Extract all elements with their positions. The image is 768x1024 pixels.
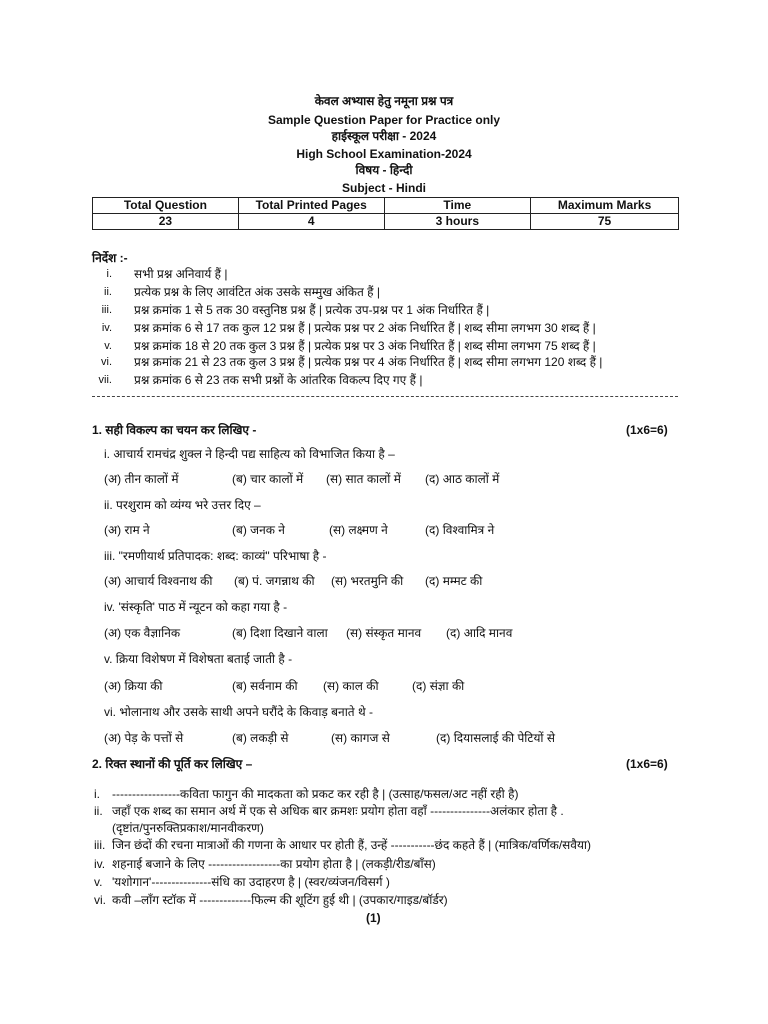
q1-option: (द) संज्ञा की xyxy=(412,679,465,693)
header-exam-hindi: हाईस्कूल परीक्षा - 2024 xyxy=(331,129,437,143)
q2-item-number: iv. xyxy=(94,857,106,871)
instruction-number: v. xyxy=(104,340,112,352)
q1-option: (ब) पं. जगन्नाथ की xyxy=(234,574,315,588)
q2-title: 2. रिक्त स्थानों की पूर्ति कर लिखिए – xyxy=(92,757,253,771)
q2-item-number: v. xyxy=(94,875,103,889)
q1-option: (स) सात कालों में xyxy=(326,472,401,486)
instruction-number: vi. xyxy=(101,356,112,368)
exam-info-table xyxy=(92,197,679,230)
header-total-pages: Total Printed Pages xyxy=(238,198,384,214)
q1-option: (स) संस्कृत मानव xyxy=(346,626,422,640)
q2-item-number: ii. xyxy=(94,804,103,818)
q1-option: (द) मम्मट की xyxy=(425,574,483,588)
q1-question: iii. "रमणीयार्थ प्रतिपादक: शब्द: काव्यं" परिभाषा है - xyxy=(104,549,327,563)
q2-marks: (1x6=6) xyxy=(626,757,668,771)
q2-item-number: iii. xyxy=(94,838,106,852)
q1-option: (द) दियासलाई की पेटियों से xyxy=(436,731,555,745)
value-total-question: 23 xyxy=(93,214,239,230)
exam-info-header-row xyxy=(93,198,679,214)
instruction-text: सभी प्रश्न अनिवार्य हैं | xyxy=(134,267,228,281)
instruction-number: vii. xyxy=(98,374,112,386)
q1-option: (ब) जनक ने xyxy=(232,523,285,537)
q1-question: vi. भोलानाथ और उसके साथी अपने घरौंदे के किवाड़ बनाते थे - xyxy=(104,705,373,719)
q1-option: (द) आदि मानव xyxy=(446,626,513,640)
q1-option: (अ) पेड़ के पत्तों से xyxy=(104,731,184,745)
q2-item-number: i. xyxy=(94,787,100,801)
q2-item-text: (दृष्टांत/पुनरुक्तिप्रकाश/मानवीकरण) xyxy=(112,821,264,835)
instruction-text: प्रश्न क्रमांक 21 से 23 तक कुल 3 प्रश्न हैं | प्रत्येक प्रश्न पर 4 अंक निर्धारित हैं | शब्द सीमा लगभग 120 शब्द हैं | xyxy=(134,355,603,369)
instruction-text: प्रश्न क्रमांक 6 से 23 तक सभी प्रश्नों के आंतरिक विकल्प दिए गए हैं | xyxy=(134,373,423,387)
instructions-title: निर्देश :- xyxy=(92,251,128,265)
q1-option: (द) आठ कालों में xyxy=(425,472,500,486)
q1-option: (ब) लकड़ी से xyxy=(232,731,289,745)
instruction-number: iii. xyxy=(101,304,112,316)
q2-item-text: जिन छंदों की रचना मात्राओं की गणना के आधार पर होती हैं, उन्हें -----------छंद कहते हैं | (मात्रिक/वर्णिक/सवैया) xyxy=(112,838,592,852)
q1-title: 1. सही विकल्प का चयन कर लिखिए - xyxy=(92,423,257,437)
q1-option: (स) लक्ष्मण ने xyxy=(329,523,388,537)
q2-item-text: जहाँ एक शब्द का समान अर्थ में एक से अधिक बार क्रमशः प्रयोग होता वहाँ ---------------अलंकार होता है . xyxy=(112,804,564,818)
q1-option: (अ) तीन कालों में xyxy=(104,472,179,486)
q1-option: (अ) क्रिया की xyxy=(104,679,163,693)
header-exam-english: High School Examination-2024 xyxy=(296,147,472,161)
header-max-marks: Maximum Marks xyxy=(531,198,679,214)
header-total-question: Total Question xyxy=(93,198,239,214)
q1-option: (अ) राम ने xyxy=(104,523,150,537)
header-time: Time xyxy=(384,198,531,214)
instruction-text: प्रत्येक प्रश्न के लिए आवंटित अंक उसके सम्मुख अंकित हैं | xyxy=(134,285,380,299)
q1-question: i. आचार्य रामचंद्र शुक्ल ने हिन्दी पद्य साहित्य को विभाजित किया है – xyxy=(104,447,395,461)
q1-option: (स) कागज से xyxy=(331,731,390,745)
instruction-text: प्रश्न क्रमांक 18 से 20 तक कुल 3 प्रश्न हैं | प्रत्येक प्रश्न पर 3 अंक निर्धारित हैं | शब्द सीमा लगभग 75 शब्द हैं | xyxy=(134,339,596,353)
q1-question: ii. परशुराम को व्यंग्य भरे उत्तर दिए – xyxy=(104,498,261,512)
value-max-marks: 75 xyxy=(531,214,679,230)
q2-item-text: 'यशोगान'---------------संधि का उदाहरण है | (स्वर/व्यंजन/विसर्ग ) xyxy=(112,875,390,889)
q1-option: (अ) एक वैज्ञानिक xyxy=(104,626,181,640)
header-english-title: Sample Question Paper for Practice only xyxy=(267,113,501,127)
q1-option: (स) भरतमुनि की xyxy=(331,574,404,588)
page-number: (1) xyxy=(366,911,381,925)
q2-item-text: -----------------कविता फागुन की मादकता को प्रकट कर रही है | (उत्साह/फसल/अट नहीं रही है) xyxy=(112,787,519,801)
q1-option: (अ) आचार्य विश्वनाथ की xyxy=(104,574,213,588)
q1-option: (ब) दिशा दिखाने वाला xyxy=(232,626,328,640)
q1-option: (ब) सर्वनाम की xyxy=(232,679,298,693)
q2-item-text: शहनाई बजाने के लिए ------------------का प्रयोग होता है | (लकड़ी/रीड/बाँस) xyxy=(112,857,436,871)
q1-option: (द) विश्वामित्र ने xyxy=(425,523,495,537)
instruction-number: ii. xyxy=(104,286,112,298)
instruction-number: iv. xyxy=(101,322,112,334)
q1-option: (ब) चार कालों में xyxy=(232,472,304,486)
header-subject-english: Subject - Hindi xyxy=(342,181,426,195)
q2-item-number: vi. xyxy=(94,893,106,907)
value-total-pages: 4 xyxy=(238,214,384,230)
instruction-number: i. xyxy=(106,268,112,280)
section-divider xyxy=(92,396,678,397)
value-time: 3 hours xyxy=(384,214,531,230)
q1-marks: (1x6=6) xyxy=(626,423,668,437)
q1-option: (स) काल की xyxy=(323,679,379,693)
header-hindi-title: केवल अभ्यास हेतु नमूना प्रश्न पत्र xyxy=(314,94,454,108)
instruction-text: प्रश्न क्रमांक 1 से 5 तक 30 वस्तुनिष्ठ प्रश्न हैं | प्रत्येक उप-प्रश्न पर 1 अंक निर्धारित हैं | xyxy=(134,303,490,317)
header-subject-hindi: विषय - हिन्दी xyxy=(355,163,413,177)
q1-question: iv. 'संस्कृति' पाठ में न्यूटन को कहा गया है - xyxy=(104,600,288,614)
instruction-text: प्रश्न क्रमांक 6 से 17 तक कुल 12 प्रश्न हैं | प्रत्येक प्रश्न पर 2 अंक निर्धारित हैं | शब्द सीमा लगभग 30 शब्द हैं | xyxy=(134,321,596,335)
q2-item-text: कवी –लॉंग स्टॉक में -------------फिल्म की शूटिंग हुई थी | (उपकार/गाइड/बॉर्डर) xyxy=(112,893,448,907)
exam-info-value-row xyxy=(93,214,679,230)
q1-question: v. क्रिया विशेषण में विशेषता बताई जाती है - xyxy=(104,652,293,666)
